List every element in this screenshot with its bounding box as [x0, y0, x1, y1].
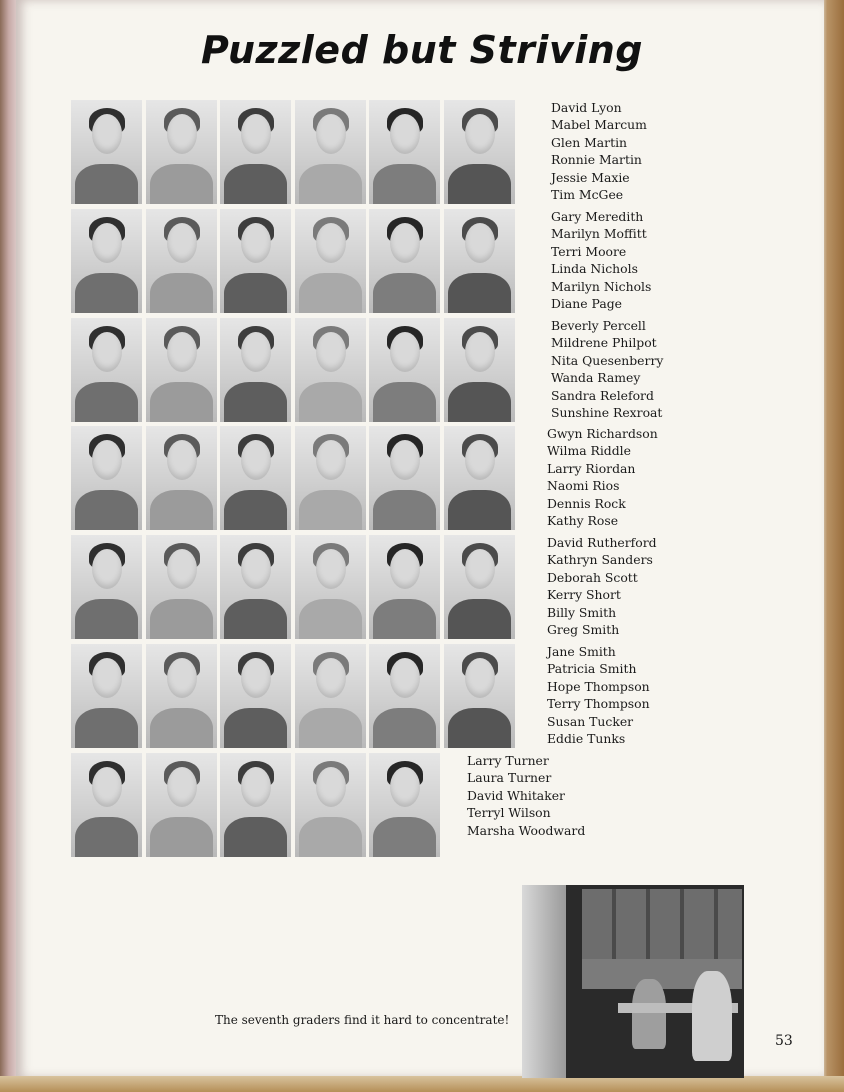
- student-portrait: [220, 318, 291, 422]
- student-portrait: [220, 535, 291, 639]
- student-figure: [632, 979, 666, 1049]
- student-name: Marilyn Nichols: [551, 278, 652, 294]
- student-portrait: [444, 209, 515, 313]
- student-name: Wilma Riddle: [547, 443, 631, 459]
- student-portrait: [444, 100, 515, 204]
- student-portrait: [220, 209, 291, 313]
- student-name: Gwyn Richardson: [547, 426, 658, 441]
- student-name: Ronnie Martin: [551, 152, 642, 168]
- student-portrait: [295, 209, 366, 313]
- student-name: Larry Turner: [467, 753, 549, 768]
- student-portrait: [146, 100, 217, 204]
- student-name: Jessie Maxie: [551, 169, 630, 185]
- student-portrait: [295, 535, 366, 639]
- student-portrait: [444, 318, 515, 422]
- student-name: Gary Meredith: [551, 209, 644, 224]
- student-name: Laura Turner: [467, 770, 552, 786]
- student-name: Kerry Short: [547, 587, 621, 603]
- page-number: 53: [775, 1033, 793, 1049]
- page-title: Puzzled but Striving: [200, 28, 643, 72]
- student-name: Wanda Ramey: [551, 370, 641, 386]
- student-portrait: [146, 644, 217, 748]
- student-name: Naomi Rios: [547, 478, 620, 494]
- student-name: Beverly Percell: [551, 318, 646, 333]
- student-portrait: [146, 753, 217, 857]
- student-portrait: [71, 753, 142, 857]
- student-portrait: [369, 209, 440, 313]
- student-portrait: [369, 535, 440, 639]
- name-list: [547, 425, 658, 529]
- name-list: [551, 208, 651, 312]
- student-name: Diane Page: [551, 296, 622, 312]
- student-portrait: [220, 644, 291, 748]
- student-portrait: [220, 100, 291, 204]
- photo-caption: The seventh graders find it hard to concentrate!: [215, 1013, 510, 1027]
- name-list: [467, 752, 585, 839]
- classroom-wall: [522, 885, 566, 1078]
- student-name: Nita Quesenberry: [551, 352, 664, 368]
- student-portrait: [295, 318, 366, 422]
- student-portrait: [146, 209, 217, 313]
- student-name: Eddie Tunks: [547, 731, 626, 747]
- student-name: Linda Nichols: [551, 261, 638, 277]
- student-name: David Lyon: [551, 100, 622, 115]
- student-name: Terryl Wilson: [467, 805, 551, 821]
- student-portrait: [146, 535, 217, 639]
- student-name: Susan Tucker: [547, 713, 634, 729]
- student-portrait: [146, 426, 217, 530]
- student-name: Billy Smith: [547, 604, 617, 620]
- student-name: Marsha Woodward: [467, 822, 586, 838]
- student-name: Larry Riordan: [547, 460, 636, 476]
- student-name: Hope Thompson: [547, 678, 650, 694]
- name-list: [551, 99, 647, 203]
- student-portrait: [71, 644, 142, 748]
- student-name: Terry Thompson: [547, 696, 650, 712]
- student-portrait: [369, 318, 440, 422]
- student-portrait: [71, 535, 142, 639]
- student-portrait: [295, 100, 366, 204]
- student-name: Glen Martin: [551, 134, 628, 150]
- student-portrait: [369, 426, 440, 530]
- student-name: Deborah Scott: [547, 569, 638, 585]
- page-bottom-edge: [0, 1076, 844, 1092]
- student-name: David Rutherford: [547, 535, 657, 550]
- name-list: [547, 643, 650, 747]
- student-portrait: [146, 318, 217, 422]
- name-list: [551, 317, 663, 421]
- student-portrait: [369, 100, 440, 204]
- student-name: David Whitaker: [467, 787, 565, 803]
- student-portrait: [444, 535, 515, 639]
- student-portrait: [220, 753, 291, 857]
- student-figure: [692, 971, 732, 1061]
- student-portrait: [295, 644, 366, 748]
- student-name: Jane Smith: [547, 644, 616, 659]
- student-name: Patricia Smith: [547, 661, 637, 677]
- student-name: Kathy Rose: [547, 513, 619, 529]
- student-portrait: [71, 209, 142, 313]
- student-name: Greg Smith: [547, 622, 620, 638]
- student-portrait: [295, 426, 366, 530]
- student-portrait: [71, 426, 142, 530]
- student-name: Terri Moore: [551, 243, 627, 259]
- student-name: Mabel Marcum: [551, 117, 647, 133]
- student-name: Marilyn Moffitt: [551, 226, 647, 242]
- student-portrait: [444, 426, 515, 530]
- student-name: Dennis Rock: [547, 495, 626, 511]
- student-name: Sandra Releford: [551, 387, 654, 403]
- student-portrait: [295, 753, 366, 857]
- student-portrait: [444, 644, 515, 748]
- name-list: [547, 534, 657, 638]
- student-portrait: [71, 100, 142, 204]
- classroom-photo: [522, 885, 744, 1078]
- student-name: Sunshine Rexroat: [551, 405, 663, 421]
- student-portrait: [369, 644, 440, 748]
- student-portrait: [369, 753, 440, 857]
- student-name: Tim McGee: [551, 187, 624, 203]
- student-name: Mildrene Philpot: [551, 335, 657, 351]
- student-portrait: [71, 318, 142, 422]
- classroom-window: [582, 889, 742, 959]
- student-name: Kathryn Sanders: [547, 552, 653, 568]
- student-portrait: [220, 426, 291, 530]
